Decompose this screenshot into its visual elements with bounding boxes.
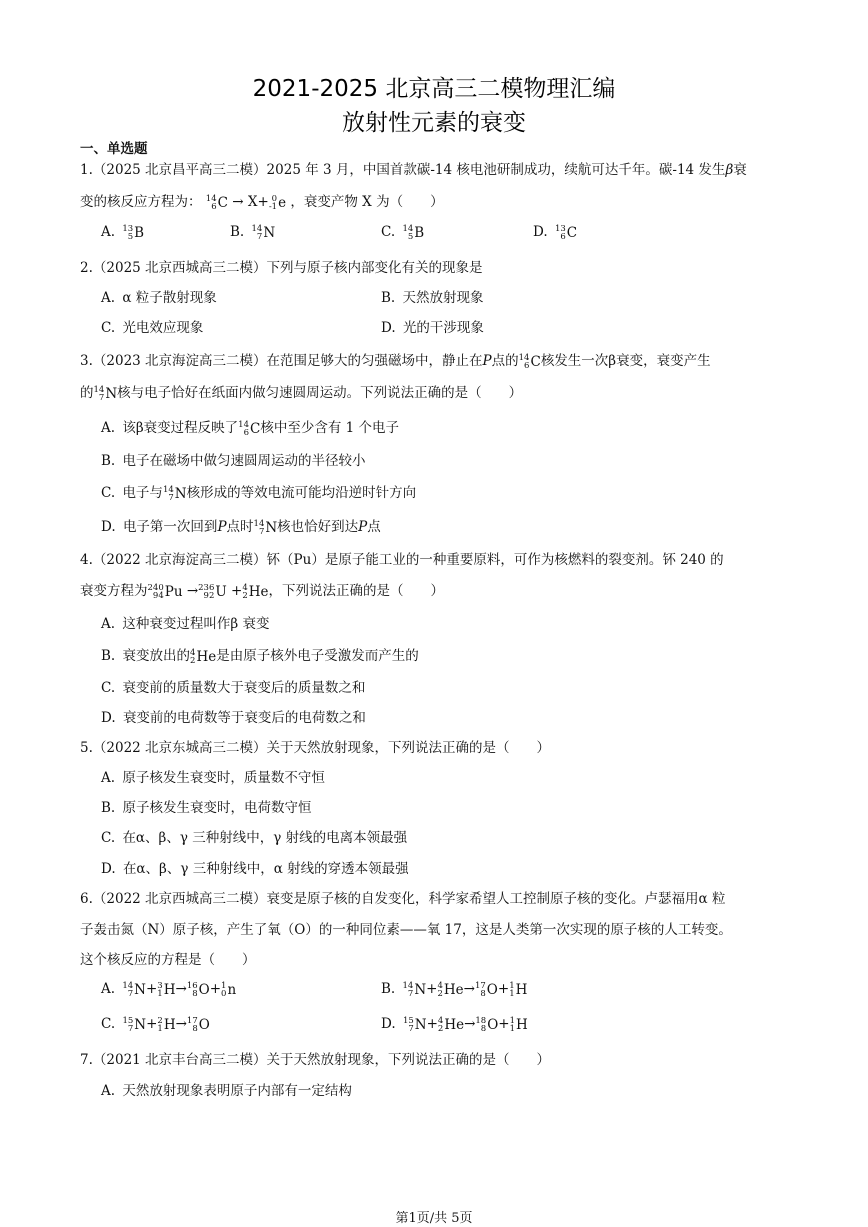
q6-option-c[interactable]	[101, 1016, 210, 1033]
q4-option-b[interactable]: B. 衰变放出的 4 2 He 是由原子核外电子受激发而产生的	[101, 647, 419, 666]
q6-option-a[interactable]	[101, 981, 236, 998]
page-footer: 第1页/共 5页	[395, 1211, 473, 1226]
q5-option-b[interactable]: B. 原子核发生衰变时，电荷数守恒	[101, 800, 312, 816]
plus-symbol: +	[497, 981, 510, 997]
arrow-symbol: →	[175, 981, 187, 997]
plus-symbol: +	[426, 981, 438, 997]
nuclide: 1 1 H	[509, 1015, 528, 1034]
question-6-line3: 这个核反应的方程是（ ）	[80, 952, 256, 968]
q3-option-a[interactable]: A. 该β衰变过程反映了 14 6 C 核中至少含有 1 个电子	[101, 419, 399, 438]
arrow-symbol: →	[464, 1016, 476, 1032]
q5-option-a[interactable]: A. 原子核发生衰变时，质量数不守恒	[101, 770, 325, 786]
nuclide: 15 7 N	[122, 1015, 147, 1034]
q6-option-d[interactable]	[381, 1016, 528, 1033]
plus-symbol: +	[209, 981, 222, 997]
nuclide: 17 8 O	[474, 980, 498, 999]
question-6: 6.（2022 北京西城高三二模）衰变是原子核的自发变化，科学家希望人工控制原子核的变化。卢瑟福用α 粒	[80, 891, 726, 907]
question-3-line2: 的 14 7 N 核与电子恰好在纸面内做匀速圆周运动。下列说法正确的是（ ）	[80, 384, 523, 403]
q6-option-b[interactable]	[381, 981, 527, 998]
q5-option-d[interactable]: D. 在α、β、γ 三种射线中，α 射线的穿透本领最强	[101, 861, 409, 877]
q5-option-c[interactable]: C. 在α、β、γ 三种射线中，γ 射线的电离本领最强	[101, 830, 408, 846]
doc-title: 2021-2025 北京高三二模物理汇编	[252, 76, 616, 102]
q2-option-b[interactable]: B. 天然放射现象	[381, 290, 484, 306]
plus-symbol: +	[426, 1016, 438, 1032]
nuclide: 15 7 N	[402, 1015, 427, 1034]
q1-option-c[interactable]: C. 14 5 B	[381, 223, 425, 242]
question-6-line2: 子轰击氮（N）原子核，产生了氧（O）的一种同位素——氧 17，这是人类第一次实现的原子核的人工转变。	[80, 922, 732, 938]
q4-option-c[interactable]: C. 衰变前的质量数大于衰变后的质量数之和	[101, 680, 366, 696]
q4-option-a[interactable]: A. 这种衰变过程叫作β 衰变	[101, 616, 270, 632]
question-3: 3.（2023 北京海淀高三二模）在范围足够大的匀强磁场中，静止在P点的 14 6 C 核发生一次β衰变，衰变产生	[80, 352, 711, 371]
nuclide: 16 8 O	[186, 980, 210, 999]
nuclide: 4 2 He	[437, 1015, 465, 1034]
question-4: 4.（2022 北京海淀高三二模）钚（Pu）是原子能工业的一种重要原料，可作为核燃料的裂变剂。钚 240 的	[80, 552, 724, 568]
q2-option-c[interactable]: C. 光电效应现象	[101, 320, 204, 336]
question-2: 2.（2025 北京西城高三二模）下列与原子核内部变化有关的现象是	[80, 260, 483, 276]
nuclide: 3 1 H	[157, 980, 176, 999]
nuclide-c14: 14 6 C	[205, 193, 228, 212]
q4-option-d[interactable]: D. 衰变前的电荷数等于衰变后的电荷数之和	[101, 710, 366, 726]
question-1: 1.（2025 北京昌平高三二模）2025 年 3 月，中国首款碳-14 核电池研制成功，续航可达千年。碳-14 发生β衰	[80, 162, 747, 178]
nuclide: 17 8 O	[186, 1015, 210, 1034]
option-label: D.	[381, 1016, 396, 1032]
nuclide: 14 7 N	[402, 980, 427, 999]
q1-option-a[interactable]: A. 13 5 B	[101, 223, 145, 242]
question-1-line2: 变的核反应方程为： 14 6 C → X+ 0 -1 e ，衰变产物 X 为（ ）	[80, 193, 444, 212]
q2-option-d[interactable]: D. 光的干涉现象	[381, 320, 484, 336]
question-4-line2: 衰变方程为 240 94 Pu → 236 92 U + 4 2 He ，下列说法正确的是（ ）	[80, 582, 445, 601]
plus-symbol: +	[146, 1016, 158, 1032]
q1-option-b[interactable]: B. 14 7 N	[230, 223, 276, 242]
nuclide-electron: 0 -1 e	[268, 193, 287, 212]
plus-symbol: +	[498, 1016, 510, 1032]
q3-option-b[interactable]: B. 电子在磁场中做匀速圆周运动的半径较小	[101, 453, 366, 469]
question-5: 5.（2022 北京东城高三二模）关于天然放射现象，下列说法正确的是（ ）	[80, 740, 551, 756]
section-heading: 一、单选题	[80, 141, 148, 157]
arrow-symbol: →	[175, 1016, 187, 1032]
q2-option-a[interactable]: A. α 粒子散射现象	[101, 290, 217, 306]
option-label: C.	[101, 1016, 116, 1032]
nuclide: 1 0 n	[221, 980, 237, 999]
doc-subtitle: 放射性元素的衰变	[342, 110, 526, 136]
q1-option-d[interactable]: D. 13 6 C	[533, 223, 578, 242]
q3-option-c[interactable]: C. 电子与 14 7 N 核形成的等效电流可能均沿逆时针方向	[101, 484, 417, 503]
option-label: A.	[101, 981, 116, 997]
nuclide: 2 1 H	[157, 1015, 176, 1034]
nuclide: 1 1 H	[509, 980, 528, 999]
plus-symbol: +	[145, 981, 158, 997]
nuclide: 14 7 N	[122, 980, 146, 999]
option-label: B.	[381, 981, 396, 997]
q3-option-d[interactable]: D. 电子第一次回到P点时 14 7 N 核也恰好到达P点	[101, 518, 381, 537]
question-7: 7.（2021 北京丰台高三二模）关于天然放射现象，下列说法正确的是（ ）	[80, 1052, 551, 1068]
nuclide: 18 8 O	[475, 1015, 499, 1034]
arrow-symbol: →	[463, 981, 475, 997]
q7-option-a[interactable]: A. 天然放射现象表明原子内部有一定结构	[101, 1083, 352, 1099]
nuclide: 4 2 He	[437, 980, 464, 999]
